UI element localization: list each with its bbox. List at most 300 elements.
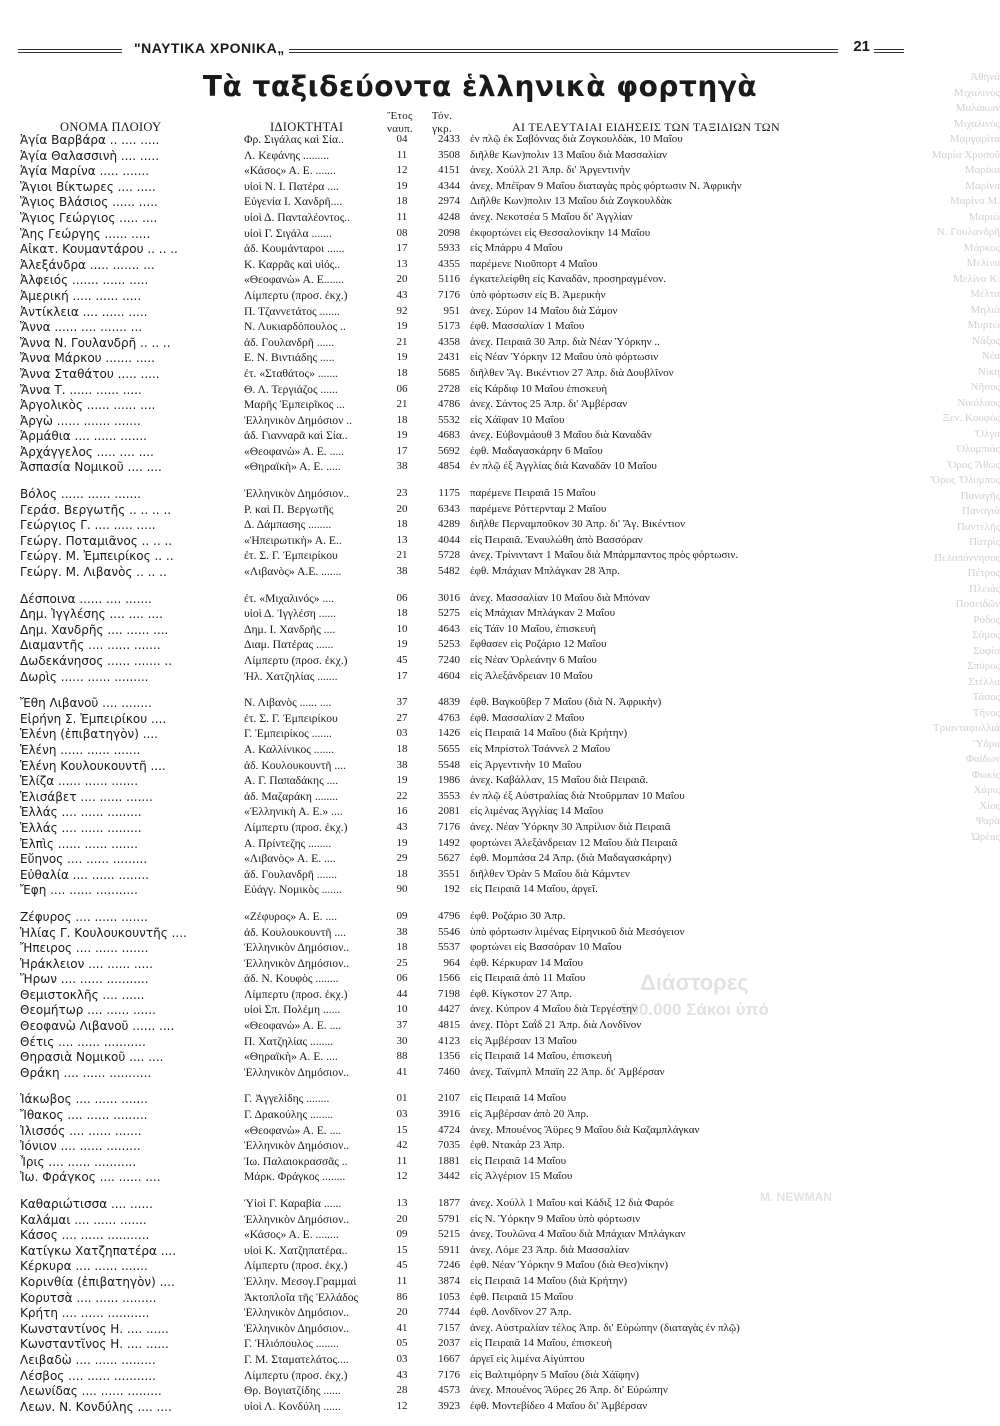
build-year: 21 <box>396 335 408 348</box>
table-row <box>0 1092 1000 1108</box>
ship-owner: Εὐάγγ. Νομικὸς ....... <box>244 883 342 897</box>
table-row <box>0 654 1000 670</box>
ship-name: Καθαριώτισσα .... ...... <box>20 1197 153 1211</box>
ship-owner: «Θεοφανὼ» Α. Ε. .... <box>244 1019 342 1033</box>
ship-name: Ἰλισσός .... ...... ....... <box>20 1123 142 1138</box>
table-row <box>0 398 1000 414</box>
ship-owner: Ἑλληνικὸν Δημόσιον.. <box>244 1139 350 1153</box>
voyage-news: εἰς Νέαν Ὀρλεάνην 6 Μαΐου <box>470 654 597 666</box>
build-year: 29 <box>396 852 408 865</box>
build-year: 17 <box>396 669 408 682</box>
ship-owner: Διαμ. Πατέρας ...... <box>244 638 334 652</box>
gross-tons: 7744 <box>438 1306 460 1319</box>
gross-tons: 5548 <box>438 758 460 771</box>
column-header-year: Ἔτος ναυπ. <box>387 110 413 135</box>
ship-owner: Α. Καλλίνικος ....... <box>244 742 335 756</box>
ship-name: Ἑλλάς .... ...... ......... <box>20 805 142 820</box>
ship-owner: Π. Χατζηλίας ........ <box>244 1034 334 1048</box>
ship-owner: ἀδ. Γιανναρᾶ καὶ Σία.. <box>244 429 348 443</box>
voyage-news: ὑπὸ φόρτωσιν λιμένας Εἰρηνικοῦ διὰ Μεσόγειον <box>470 925 685 938</box>
ship-owner: Γ. Ἐμπειρίκος ....... <box>244 727 332 741</box>
voyage-news: διῆλθε Περναμποῦκον 30 Ἀπρ. δι' Ἅγ. Βικέντιον <box>470 518 686 531</box>
voyage-news: εἰς Πειραιᾶ. Ἐναυλώθη ἀπὸ Βασσόραν <box>470 533 643 546</box>
table-row <box>0 549 1000 565</box>
ship-owner: ἐτ. Σ. Γ. Ἐμπειρίκου <box>244 549 338 563</box>
gross-tons: 7460 <box>438 1065 460 1078</box>
voyage-news: εἰς Πειραιᾶ 14 Μαΐου (διὰ Κρήτην) <box>470 1274 628 1287</box>
ship-owner: ἀδ. Ν. Κουφὸς ........ <box>244 972 339 986</box>
ship-name: Θέτις .... ...... ........... <box>20 1034 146 1049</box>
table-row <box>0 607 1000 623</box>
voyage-news: εἰς λιμένας Ἀγγλίας 14 Μαΐου <box>470 805 604 818</box>
table-row <box>0 926 1000 942</box>
voyage-news: ἐφθ. Κέρκυραν 14 Μαΐου <box>470 956 583 969</box>
table-row <box>0 1213 1000 1229</box>
ship-name: Ἤπειρος .... ...... ....... <box>20 941 149 956</box>
build-year: 06 <box>396 972 408 985</box>
ship-owner: Φρ. Σιγάλας καὶ Σία.. <box>244 133 344 146</box>
ship-owner: Λίμπερτυ (προσ. ἐκχ.) <box>244 654 348 667</box>
voyage-news: φορτώνει εἰς Βασσόραν 10 Μαΐου <box>470 941 622 954</box>
table-row <box>0 821 1000 837</box>
gross-tons: 4044 <box>438 533 460 546</box>
ship-owner: Λίμπερτυ (προσ. ἐκχ.) <box>244 288 348 302</box>
gross-tons: 4643 <box>438 622 460 635</box>
table-row <box>0 1035 1000 1051</box>
ship-owner: Π. Τζαννετάτος ....... <box>244 304 340 318</box>
voyage-news: ἐφθ. Ντακάρ 23 Ἀπρ. <box>470 1139 565 1152</box>
voyage-news: παρέμενε Ρόττερνταμ 2 Μαΐου <box>470 502 607 515</box>
column-header-tons: Τόν. γκρ. <box>431 110 453 135</box>
table-row <box>0 1353 1000 1369</box>
gross-tons: 1426 <box>438 727 460 740</box>
build-year: 18 <box>396 867 408 880</box>
ship-owner: «Λιβανὸς» Α. Ε. .... <box>244 852 336 866</box>
gross-tons: 7176 <box>438 820 460 833</box>
build-year: 11 <box>396 1154 408 1167</box>
build-year: 18 <box>396 607 408 620</box>
ship-owner: ἀδ. Κουλουκουντῆ .... <box>244 758 346 772</box>
ship-name: Δωρὶς ...... ...... ......... <box>20 669 149 684</box>
ship-name: Γεώργ. Μ. Λιβανὸς .. .. .. <box>20 565 167 580</box>
gross-tons: 964 <box>443 956 460 969</box>
build-year: 43 <box>396 1368 408 1381</box>
ship-owner: «Ἠπειρωτικὴ» Α. Ε.. <box>244 533 342 547</box>
table-row <box>0 1019 1000 1035</box>
ship-name: Ἄννα Σταθάτου ..... ..... <box>20 366 160 381</box>
rule-right <box>874 49 904 53</box>
ship-name: Δωδεκάνησος ...... ....... .. <box>20 654 173 668</box>
ship-owner: «Κάσος» Α. Ε. ........ <box>244 1228 339 1242</box>
voyage-news: ἀνεχ. Πὸρτ Σαῒδ 21 Ἀπρ. διὰ Λονδῖνον <box>470 1019 642 1032</box>
table-row <box>0 1400 1000 1416</box>
ship-owner: Λίμπερτυ (προσ. ἐκχ.) <box>244 1259 348 1273</box>
gross-tons: 4427 <box>438 1003 460 1016</box>
gross-tons: 5546 <box>438 925 460 938</box>
build-year: 19 <box>396 638 408 651</box>
voyage-news: ἐφθ. Μαδαγασκάρην 6 Μαΐου <box>470 444 603 457</box>
voyage-news: εἰς Πειραιᾶ 14 Μαΐου <box>470 1092 567 1105</box>
bleed-text-3: M. NEWMAN <box>760 1190 832 1204</box>
ship-owner: ἀδ. Κουλουκουντῆ .... <box>244 925 346 939</box>
ship-name: Ἄννα Τ. ...... ...... ..... <box>20 382 142 397</box>
voyage-news: ἐφθ. Μασσαλίαν 2 Μαΐου <box>470 711 585 724</box>
voyage-news: ἀνεχ. Εὐβονμάουθ 3 Μαΐου διὰ Καναδᾶν <box>470 429 652 442</box>
ship-name: Κάσος .... ...... ........... <box>20 1228 150 1243</box>
ship-group <box>0 696 1000 899</box>
ship-owner: Ἑλληνικὸν Δημόσιον .. <box>244 413 353 427</box>
build-year: 21 <box>396 549 408 562</box>
ship-name: Ἡλίας Γ. Κουλουκουντῆς .... <box>20 925 187 940</box>
ship-owner: Ἑλληνικὸν Δημόσιον.. <box>244 487 350 501</box>
build-year: 21 <box>396 398 408 411</box>
voyage-news: εἰς Ν. Ὑόρκην 9 Μαΐου ὑπὸ φόρτωσιν <box>470 1212 641 1225</box>
voyage-news: διῆλθε Κων)πολιν 13 Μαΐου διὰ Μασσαλίαν <box>470 148 668 161</box>
gross-tons: 7035 <box>438 1139 460 1152</box>
ship-owner: ἐτ. «Σταθάτος» ....... <box>244 366 339 380</box>
voyage-news: εἰς Πειραιᾶ 14 Μαΐου, ἐπισκευὴ <box>470 1050 613 1063</box>
gross-tons: 192 <box>443 883 460 896</box>
build-year: 05 <box>396 1337 408 1350</box>
gross-tons: 3923 <box>438 1399 460 1412</box>
column-header-name: ΟΝΟΜΑ ΠΛΟΙΟΥ <box>60 120 162 134</box>
table-row <box>0 868 1000 884</box>
gross-tons: 5685 <box>438 366 460 379</box>
voyage-news: φορτώνει Ἀλεξάνδρειαν 12 Μαΐου διὰ Πειραιᾶ <box>470 836 678 849</box>
table-row <box>0 227 1000 243</box>
gross-tons: 5253 <box>438 638 460 651</box>
voyage-news: εἰς Μπρίστολ Τσάννελ 2 Μαΐου <box>470 742 611 755</box>
voyage-news: Διῆλθε Κων)πολιν 13 Μαΐου διὰ Ζογκουλδὰκ <box>470 195 672 208</box>
table-row <box>0 180 1000 196</box>
gross-tons: 4151 <box>438 164 460 177</box>
table-row <box>0 670 1000 686</box>
ship-owner: Ἑλληνικὸν Δημόσιον.. <box>244 1065 350 1079</box>
ship-owner: υἱοὶ Λ. Κονδύλη ...... <box>244 1399 341 1413</box>
ship-name: Αἰκατ. Κουμαντάρου .. .. .. <box>20 242 178 257</box>
gross-tons: 1566 <box>438 972 460 985</box>
ship-owner: Ἑλληνικὸν Δημόσιον.. <box>244 1321 350 1335</box>
gross-tons: 951 <box>443 304 460 317</box>
build-year: 38 <box>396 565 408 578</box>
table-row <box>0 414 1000 430</box>
gross-tons: 7157 <box>438 1321 460 1334</box>
build-year: 38 <box>396 460 408 473</box>
gross-tons: 4854 <box>438 460 460 473</box>
ship-name: Θράκη .... ...... ........... <box>20 1065 152 1080</box>
gross-tons: 5655 <box>438 742 460 755</box>
table-row <box>0 503 1000 519</box>
table-row <box>0 1170 1000 1186</box>
ship-name: Θεομήτωρ .... ...... ...... <box>20 1003 156 1018</box>
ship-name: Γεώργ. Μ. Ἐμπειρίκος .. .. <box>20 549 174 564</box>
ship-owner: «Θεοφανὼ» Α. Ε....... <box>244 273 345 287</box>
build-year: 20 <box>396 502 408 515</box>
gross-tons: 3508 <box>438 148 460 161</box>
ship-name: Γεώργ. Ποταμιᾶνος .. .. .. <box>20 533 173 548</box>
gross-tons: 2098 <box>438 226 460 239</box>
table-row <box>0 1197 1000 1213</box>
build-year: 19 <box>396 320 408 333</box>
ship-owner: «Θεοφανὼ» Α. Ε. .... <box>244 1123 342 1137</box>
voyage-news: ἐφθ. Πειραιᾶ 15 Μαΐου <box>470 1290 574 1303</box>
ship-name: Ἅγιος Γεώργιος ..... .... <box>20 210 158 225</box>
ship-owner: ἀδ. Κουμάνταροι ...... <box>244 242 345 256</box>
ship-owner: «Κάσος» Α. Ε. ....... <box>244 164 336 178</box>
ship-name: Ἰω. Φράγκος .... ...... .... <box>20 1170 161 1185</box>
ship-owner: Ἑλληνικὸν Δημόσιον.. <box>244 1306 350 1320</box>
ship-owner: Λίμπερτυ (προσ. ἐκχ.) <box>244 820 348 834</box>
ship-name: Ἐλπὶς ...... ...... ....... <box>20 836 138 851</box>
build-year: 41 <box>396 1321 408 1334</box>
column-header-owner: ΙΔΙΟΚΤΗΤΑΙ <box>270 120 344 134</box>
table-row <box>0 1244 1000 1260</box>
ship-group <box>0 1197 1000 1415</box>
gross-tons: 7198 <box>438 987 460 1000</box>
table-row <box>0 1322 1000 1338</box>
build-year: 41 <box>396 1065 408 1078</box>
voyage-news: εἰς Ἀλεξάνδρειαν 10 Μαΐου <box>470 669 593 682</box>
gross-tons: 2037 <box>438 1337 460 1350</box>
voyage-news: παρέμενε Νιοῦπορτ 4 Μαΐου <box>470 257 598 270</box>
voyage-news: ἐν πλῷ ἐκ Σαβόννας διὰ Ζογκουλδὰκ, 10 Μαΐου <box>470 133 683 145</box>
voyage-news: ἀνεχ. Χούλλ 21 Ἀπρ. δι' Ἀργεντινὴν <box>470 164 630 177</box>
table-row <box>0 910 1000 926</box>
gross-tons: 2728 <box>438 382 460 395</box>
gross-tons: 3442 <box>438 1170 460 1183</box>
build-year: 30 <box>396 1034 408 1047</box>
ship-owner: ἀδ. Γουλανδρῆ ....... <box>244 867 338 881</box>
table-row <box>0 1108 1000 1124</box>
table-row <box>0 351 1000 367</box>
ship-owner: Ὑἱοὶ Γ. Καραβία ...... <box>244 1197 342 1210</box>
gross-tons: 3874 <box>438 1274 460 1287</box>
build-year: 92 <box>396 304 408 317</box>
page-title: Τὰ ταξιδεύοντα ἑλληνικὰ φορτηγὰ <box>202 70 758 103</box>
ship-owner: υἱοὶ Δ. Πανταλέοντος.. <box>244 210 351 224</box>
ship-name: Διαμαντῆς .... ...... ....... <box>20 638 161 653</box>
column-header-news: ΑΙ ΤΕΛΕΥΤΑΙΑΙ ΕΙΔΗΣΕΙΣ ΤΩΝ ΤΑΞΙΔΙΩΝ ΤΩΝ <box>512 120 780 134</box>
gross-tons: 4573 <box>438 1384 460 1397</box>
voyage-news: ἀνεχ. Λόμε 23 Ἀπρ. διὰ Μασσαλίαν <box>470 1243 629 1256</box>
gross-tons: 5275 <box>438 607 460 620</box>
ship-owner: «Ἑλληνικὴ Α. Ε.» .... <box>244 805 343 819</box>
ship-owner: Ἑλλην. Μεσογ.Γραμμαὶ <box>244 1274 357 1288</box>
table-row <box>0 712 1000 728</box>
gross-tons: 3553 <box>438 789 460 802</box>
ship-name: Ἀμερική ..... ...... ..... <box>20 288 142 303</box>
voyage-news: ἀνεχ. Μπέϊραν 9 Μαΐου διαταγὰς πρὸς φόρτωσιν Ν. Ἀφρικὴν <box>470 179 742 192</box>
ship-owner: Λίμπερτυ (προσ. ἐκχ.) <box>244 1368 348 1382</box>
build-year: 19 <box>396 179 408 192</box>
build-year: 20 <box>396 1306 408 1319</box>
build-year: 18 <box>396 413 408 426</box>
ship-name: Ἀλεξάνδρα ..... ....... ... <box>20 257 155 272</box>
build-year: 38 <box>396 925 408 938</box>
gross-tons: 4763 <box>438 711 460 724</box>
build-year: 15 <box>396 1123 408 1136</box>
table-row <box>0 1291 1000 1307</box>
ship-name: Εὐθαλία .... ...... ........ <box>20 867 149 882</box>
table-row <box>0 289 1000 305</box>
table-row <box>0 852 1000 868</box>
gross-tons: 3016 <box>438 591 460 604</box>
ship-group <box>0 910 1000 1082</box>
build-year: 11 <box>396 1274 408 1287</box>
ship-owner: ἐτ. Σ. Γ. Ἐμπειρίκου <box>244 711 338 725</box>
table-row <box>0 696 1000 712</box>
ship-owner: υἱοὶ Κ. Χατζηπατέρα.. <box>244 1243 348 1257</box>
voyage-news: ἐν πλῷ ἐξ Ἀγγλίας διὰ Καναδᾶν 10 Μαΐου <box>470 460 657 473</box>
ship-name: Ἀλφειός ....... ...... ..... <box>20 273 149 288</box>
gross-tons: 4796 <box>438 909 460 922</box>
table-row <box>0 195 1000 211</box>
bleed-text-1: Διάστορες <box>640 970 749 995</box>
table-row <box>0 743 1000 759</box>
table-row <box>0 805 1000 821</box>
ship-name: Κέρκυρα .... ...... ....... <box>20 1259 148 1274</box>
ship-name: Ἰάκωβος .... ...... ....... <box>20 1092 148 1107</box>
table-row <box>0 1337 1000 1353</box>
voyage-news: ἀνεχ. Πειραιᾶ 30 Ἀπρ. διὰ Νέαν Ὑόρκην .. <box>470 335 660 348</box>
ship-name: Λεων. Ν. Κονδύλης .... .... <box>20 1399 172 1414</box>
gross-tons: 5537 <box>438 941 460 954</box>
ship-owner: Α. Πρίντεζης ........ <box>244 836 332 850</box>
table-row <box>0 774 1000 790</box>
table-row <box>0 367 1000 383</box>
ship-name: Καλάμαι .... ...... ....... <box>20 1212 147 1227</box>
voyage-news: ἀνεχ. Σύρον 14 Μαΐου διὰ Σάμον <box>470 304 618 317</box>
gross-tons: 1881 <box>438 1154 460 1167</box>
voyage-news: εἰς Πειραιᾶ 14 Μαΐου, ἐπισκευὴ <box>470 1337 613 1350</box>
ship-owner: Ἑλληνικὸν Δημόσιον.. <box>244 956 350 970</box>
ship-name: Ἑλένη ...... ...... ....... <box>20 742 141 757</box>
build-year: 18 <box>396 941 408 954</box>
build-year: 13 <box>396 257 408 270</box>
gross-tons: 5627 <box>438 852 460 865</box>
voyage-news: εἰς Νέαν Ὑόρκην 12 Μαΐου ὑπὸ φόρτωσιν <box>470 351 659 364</box>
ship-owner: Α. Γ. Παπαδάκης .... <box>244 774 339 788</box>
table-row <box>0 258 1000 274</box>
running-head <box>18 40 898 60</box>
ship-name: Γεώργιος Γ. .... ..... ..... <box>20 518 156 533</box>
table-row <box>0 957 1000 973</box>
gross-tons: 1492 <box>438 836 460 849</box>
ship-owner: Κ. Καρρᾶς καὶ υἱός.. <box>244 257 341 271</box>
build-year: 43 <box>396 288 408 301</box>
voyage-news: ἀνεχ. Νεκοτσέα 5 Μαΐου δι' Ἀγγλίαν <box>470 210 633 223</box>
gross-tons: 4289 <box>438 518 460 531</box>
table-row <box>0 1155 1000 1171</box>
ship-group <box>0 592 1000 686</box>
ship-name: Ἀρχάγγελος ..... .... .... <box>20 444 154 459</box>
voyage-news: ἀνεχ. Τρίνινταντ 1 Μαΐου διὰ Μπάρμπαντος πρὸς φόρτωσιν. <box>470 549 739 562</box>
table-row <box>0 133 1000 149</box>
voyage-news: εἰς Ἀμβέρσαν 13 Μαΐου <box>470 1034 577 1047</box>
gross-tons: 5482 <box>438 565 460 578</box>
gross-tons: 3916 <box>438 1108 460 1121</box>
ship-owner: Δημ. Ι. Χανδρῆς .... <box>244 622 336 636</box>
ship-name: Κωνσταντίνος Η. .... ...... <box>20 1321 169 1336</box>
table-row <box>0 305 1000 321</box>
ship-name: Κοριvθία (ἐπιβατηγὸν) .... <box>20 1274 175 1289</box>
voyage-news: ὑπὸ φόρτωσιν εἰς Β. Ἀμερικὴν <box>470 288 606 301</box>
gross-tons: 5532 <box>438 413 460 426</box>
ship-owner: Γ. Ἡλιόπουλος ........ <box>244 1337 339 1351</box>
ship-name: Ἁρμάθια .... ...... ....... <box>20 429 147 444</box>
build-year: 10 <box>396 622 408 635</box>
gross-tons: 4344 <box>438 179 460 192</box>
table-row <box>0 790 1000 806</box>
rule-middle <box>274 49 838 53</box>
table-row <box>0 638 1000 654</box>
voyage-news: ἔφθασεν εἰς Ροζάριο 12 Μαΐου <box>470 638 607 651</box>
build-year: 25 <box>396 956 408 969</box>
ship-group <box>0 1092 1000 1186</box>
ship-name: Ἀσπασία Νομικοῦ .... .... <box>20 460 162 475</box>
build-year: 19 <box>396 351 408 364</box>
ship-owner: Θρ. Βογιατζίδης ...... <box>244 1384 341 1398</box>
build-year: 19 <box>396 429 408 442</box>
voyage-news: εἰς Πειραιᾶ 14 Μαΐου, ἀργεῖ. <box>470 883 598 896</box>
build-year: 20 <box>396 1212 408 1225</box>
gross-tons: 7246 <box>438 1259 460 1272</box>
build-year: 06 <box>396 382 408 395</box>
gross-tons: 2431 <box>438 351 460 364</box>
ship-name: Ἄννα Ν. Γουλανδρῆ .. .. .. <box>20 335 171 350</box>
ship-name: Ἶρις .... ...... ........... <box>20 1154 137 1169</box>
voyage-news: ἀνεχ. Μπουένος Ἄϋρες 9 Μαΐου διὰ Καζαμπλάγκαν <box>470 1123 700 1136</box>
build-year: 06 <box>396 591 408 604</box>
gross-tons: 5692 <box>438 444 460 457</box>
build-year: 09 <box>396 909 408 922</box>
ship-owner: υἱοὶ Γ. Σιγάλα ....... <box>244 226 332 240</box>
voyage-news: ἐφθ. Νέαν Ὑόρκην 9 Μαΐου (διὰ Θεσ)νίκην) <box>470 1259 669 1272</box>
build-year: 42 <box>396 1139 408 1152</box>
gross-tons: 4355 <box>438 257 460 270</box>
table-row <box>0 837 1000 853</box>
rule-left <box>18 49 122 53</box>
ship-name: Δημ. Χανδρῆς .... ...... .... <box>20 622 169 637</box>
voyage-news: ἀνεχ. Νέαν Ὑόρκην 30 Ἀπρίλιον διὰ Πειραιᾶ <box>470 820 671 833</box>
voyage-news: ἐκφορτώνει εἰς Θεσσαλονίκην 14 Μαΐου <box>470 226 651 239</box>
ship-name: Ἀργὼ ...... ....... ....... <box>20 413 141 428</box>
build-year: 17 <box>396 242 408 255</box>
ship-owner: Ε. Ν. Βιντιάδης ..... <box>244 351 335 365</box>
ship-owner: Ἰω. Παλαιοκρασσᾶς .. <box>244 1154 348 1168</box>
build-year: 38 <box>396 758 408 771</box>
ship-name: Βόλος ...... ...... ....... <box>20 487 141 502</box>
voyage-news: ἀνεχ. Μασσαλίαν 10 Μαΐου διὰ Μπόναν <box>470 591 650 604</box>
ship-name: Εὔηνος .... ...... ......... <box>20 852 148 867</box>
gross-tons: 7176 <box>438 288 460 301</box>
ship-owner: Λίμπερτυ (προσ. ἐκχ.) <box>244 987 348 1001</box>
table-row <box>0 988 1000 1004</box>
ship-owner: Δ. Δάμπασης ........ <box>244 518 332 532</box>
build-year: 43 <box>396 820 408 833</box>
ship-name: Λεωνίδας .... ...... ......... <box>20 1384 162 1399</box>
table-row <box>0 592 1000 608</box>
table-row <box>0 336 1000 352</box>
build-year: 18 <box>396 518 408 531</box>
gross-tons: 7176 <box>438 1368 460 1381</box>
build-year: 88 <box>396 1050 408 1063</box>
voyage-news: ἀργεῖ εἰς λιμένα Αἰγύπτου <box>470 1352 585 1365</box>
ship-owner: «Θεοφανὼ» Α. Ε. ..... <box>244 444 345 458</box>
table-row <box>0 445 1000 461</box>
voyage-news: ἐφθ. Μομπάσα 24 Ἀπρ. (διὰ Μαδαγασκάρην) <box>470 852 672 865</box>
table-row <box>0 1050 1000 1066</box>
